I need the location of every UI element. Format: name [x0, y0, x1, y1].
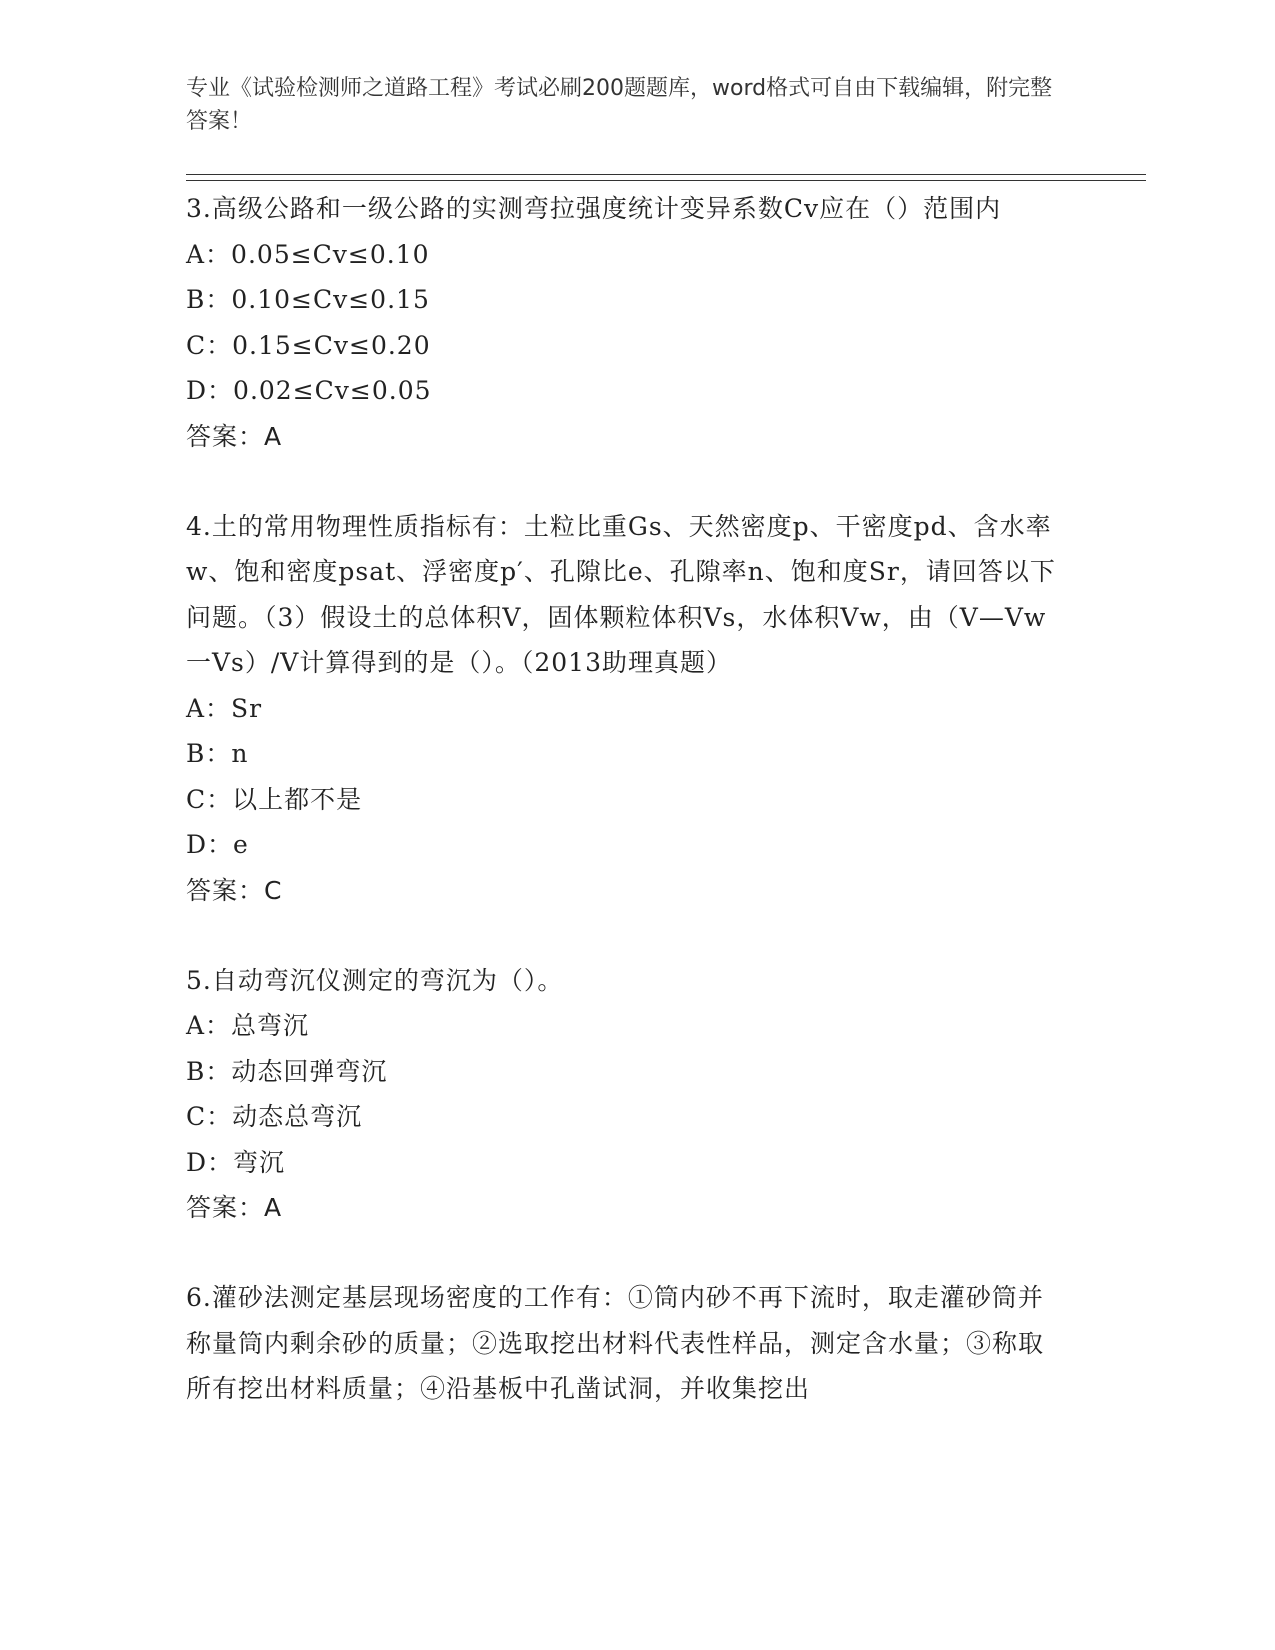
- question-list: [186, 186, 1066, 1412]
- question-text: 6.灌砂法测定基层现场密度的工作有：①筒内砂不再下流时，取走灌砂筒并称量筒内剩余砂的质量；②选取挖出材料代表性样品，测定含水量；③称取所有挖出材料质量；④沿基板中孔凿试洞，并收集挖出: [186, 1283, 1045, 1403]
- option-b: B：n: [186, 739, 249, 768]
- option-c: C：0.15≤Cv≤0.20: [186, 330, 431, 360]
- answer: 答案：A: [186, 421, 283, 451]
- spacer: [186, 459, 1066, 504]
- answer: 答案：C: [186, 875, 283, 905]
- option-c: C：以上都不是: [186, 784, 363, 814]
- option-d: D：e: [186, 830, 249, 859]
- header-rule-bottom: [186, 180, 1146, 181]
- question-text: 4.土的常用物理性质指标有：土粒比重Gs、天然密度p、干密度pd、含水率w、饱和密度psat、浮密度p′、孔隙比e、孔隙率n、饱和度Sr，请回答以下问题。（3）假设土的总体积V，固体颗粒体积Vs，水体积Vw，由（V—Vw一Vs）/V计算得到的是（）。（2013助理真题）: [186, 511, 1056, 677]
- question-5: [186, 958, 1066, 1231]
- option-b: B：动态回弹弯沉: [186, 1056, 388, 1086]
- spacer: [186, 913, 1066, 958]
- answer: 答案：A: [186, 1193, 283, 1222]
- question-text: 5.自动弯沉仪测定的弯沉为（）。: [186, 965, 564, 995]
- option-a: A：总弯沉: [186, 1011, 310, 1040]
- option-d: D：0.02≤Cv≤0.05: [186, 376, 432, 405]
- option-a: A：Sr: [186, 693, 263, 723]
- question-text: 3.高级公路和一级公路的实测弯拉强度统计变异系数Cv应在（）范围内: [186, 194, 1002, 223]
- option-b: B：0.10≤Cv≤0.15: [186, 285, 430, 314]
- option-a: A：0.05≤Cv≤0.10: [186, 239, 430, 269]
- question-3: [186, 186, 1066, 459]
- question-4: [186, 504, 1066, 913]
- spacer: [186, 1230, 1066, 1275]
- header-rule-top: [186, 174, 1146, 175]
- option-d: D：弯沉: [186, 1147, 286, 1177]
- question-6: [186, 1275, 1066, 1412]
- document-header: 专业《试验检测师之道路工程》考试必刷200题题库，word格式可自由下载编辑，附完整答案！: [186, 76, 1053, 134]
- option-c: C：动态总弯沉: [186, 1102, 363, 1131]
